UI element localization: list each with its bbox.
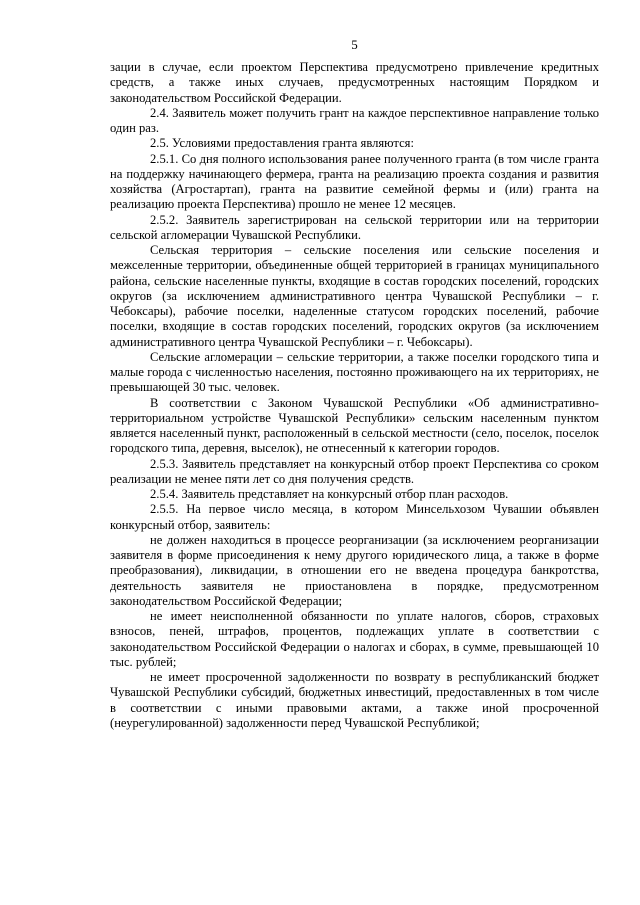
paragraph-chuvash-law: В соответствии с Законом Чувашской Республики «Об административно-территориальном устройстве Чувашской Республики» сельским населенным пунктом является населенный пункт, расположенный в сельской местности (село, поселок, поселок городского типа, деревня, выселок), не отнесенный к категории городов. [110, 395, 599, 456]
paragraph-rural-territory: Сельская территория – сельские поселения или сельские поселения и межселенные территории, объединенные общей территорией в границах муниципального района, сельские населенные пункты, входящие в состав городских поселений, городских округов (за исключением административного центра Чувашской Республики – г. Чебоксары), рабочие поселки, наделенные статусом городских поселений, рабочие поселки, входящие в состав городских поселений, городских округов (за исключением административного центра Чувашской Республики – г. Чебоксары). [110, 243, 599, 349]
paragraph-reorganization: не должен находиться в процессе реорганизации (за исключением реорганизации заявителя в форме присоединения к нему другого юридического лица, а также в форме преобразования), ликвидации, в отношении его не введена процедура банкротства, деятельность заявителя не приостановлена в порядке, предусмотренном законодательством Российской Федерации; [110, 532, 599, 608]
paragraph-continuation: зации в случае, если проектом Перспектива предусмотрено привлечение кредитных средств, а также иных случаев, предусмотренных настоящим Порядком и законодательством Российской Федерации. [110, 60, 599, 105]
paragraph-2-5-1: 2.5.1. Со дня полного использования ранее полученного гранта (в том числе гранта на поддержку начинающего фермера, гранта на реализацию проекта создания и развития хозяйства (Агростартап), гранта на развитие семейной фермы и (или) гранта на реализацию проекта Перспектива) прошло не менее 12 месяцев. [110, 151, 599, 212]
paragraph-2-5-3: 2.5.3. Заявитель представляет на конкурсный отбор проект Перспектива со сроком реализации не менее пяти лет со дня получения средств. [110, 456, 599, 486]
paragraph-tax-obligations: не имеет неисполненной обязанности по уплате налогов, сборов, страховых взносов, пеней, штрафов, процентов, подлежащих уплате в соответствии с законодательством Российской Федерации о налогах и сборах, в сумме, превышающей 10 тыс. рублей; [110, 609, 599, 669]
paragraph-2-5-4: 2.5.4. Заявитель представляет на конкурсный отбор план расходов. [150, 487, 509, 501]
paragraph-2-5-5: 2.5.5. На первое число месяца, в котором Минсельхозом Чувашии объявлен конкурсный отбор, заявитель: [110, 502, 599, 532]
paragraph-2-5-2: 2.5.2. Заявитель зарегистрирован на сельской территории или на территории сельской агломерации Чувашской Республики. [110, 212, 599, 242]
paragraph-2-4: 2.4. Заявитель может получить грант на каждое перспективное направление только один раз. [110, 105, 599, 135]
paragraph-2-5: 2.5. Условиями предоставления гранта являются: [150, 136, 414, 151]
page-number: 5 [351, 37, 358, 52]
paragraph-overdue-debt: не имеет просроченной задолженности по возврату в республиканский бюджет Чувашской Республики субсидий, бюджетных инвестиций, предоставленных в том числе в соответствии с иными правовыми актами, а также иной просроченной (неурегулированной) задолженности перед Чувашской Республикой; [110, 670, 599, 730]
paragraph-rural-agglomeration: Сельские агломерации – сельские территории, а также поселки городского типа и малые города с численностью населения, постоянно проживающего на их территориях, не превышающей 30 тыс. человек. [110, 349, 599, 395]
